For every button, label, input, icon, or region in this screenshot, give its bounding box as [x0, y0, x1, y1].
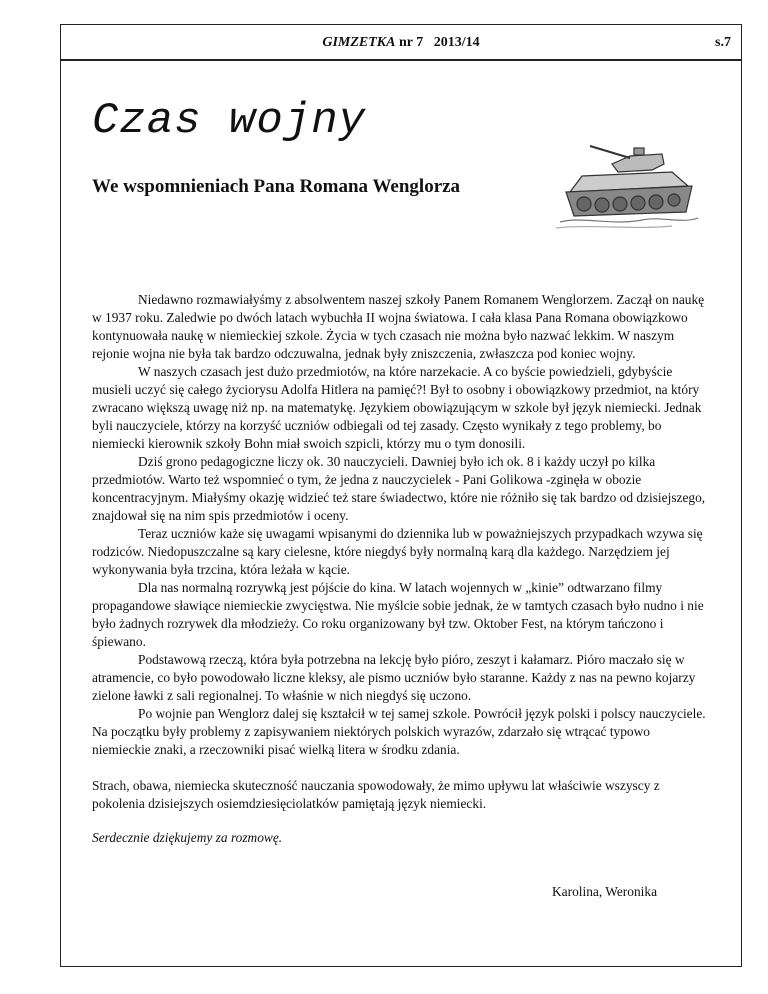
closing-paragraph: Strach, obawa, niemiecka skuteczność nauczania spowodowały, że mimo upływu lat właściwie wszyscy z pokolenia dzisiejszych osiemdziesięciolatków pamiętają język niemiecki.	[92, 778, 660, 811]
page-header	[60, 24, 742, 61]
magazine-name: GIMZETKA	[322, 35, 396, 50]
paragraph: Dla nas normalną rozrywką jest pójście do kina. W latach wojennych w „kinie” odtwarzano filmy propagandowe sławiące niemieckie zwycięstwa. Nie myślcie sobie jednak, że w tamtych czasach było nudno i nie było żadnych rozrywek dla młodzieży. Co roku organizowany był tzw. Oktober Fest, na którym tańczono i śpiewano.	[92, 580, 704, 649]
article-subtitle: We wspomnieniach Pana Romana Wenglorza	[92, 176, 461, 197]
author-signature: Karolina, Weronika	[552, 884, 658, 899]
paragraph: Niedawno rozmawiałyśmy z absolwentem naszej szkoły Panem Romanem Wenglorzem. Zaczął on naukę w 1937 roku. Zaledwie po dwóch latach wybuchła II wojna światowa. I cała klasa Pana Romana obowiązkowo kontynuowała naukę w niemieckiej szkole. Życia w tych czasach nie można było nazwać lekkim. W naszym rejonie wojna nie była tak bardzo odczuwalna, jednak były zniszczenia, zwłaszcza pod koniec wojny.	[92, 292, 705, 361]
article-title: Czas wojny	[92, 96, 367, 146]
article-body	[92, 291, 712, 847]
paragraph: Teraz uczniów każe się uwagami wpisanymi do dziennika lub w poważniejszych przypadkach wzywa się rodziców. Niedopuszczalne są kary cielesne, które niegdyś były normalną karą dla każdego. Narzędziem jej wykonywania była trzcina, która leżała w kącie.	[92, 526, 703, 577]
header-title	[61, 35, 741, 51]
paragraph: Podstawową rzeczą, która była potrzebna na lekcję było pióro, zeszyt i kałamarz. Pióro maczało się w atramencie, co było powodowało liczne kleksy, ale pismo uczniów było staranne. Każdy z nas na pewno kojarzy zielone ławki z sali regionalnej. To właśnie w nich niegdyś się uczono.	[92, 652, 696, 703]
tank-illustration-icon	[552, 142, 702, 232]
paragraph: Po wojnie pan Wenglorz dalej się kształcił w tej samej szkole. Powrócił język polski i polscy nauczyciele. Na początku były problemy z zapisywaniem niektórych polskich wyrazów, zdarzało się wtrącać typowo niemieckie znaki, a rzeczowniki pisać wielką litera w środku zdania.	[92, 706, 706, 757]
thanks-line: Serdecznie dziękujemy za rozmowę.	[92, 830, 283, 845]
page-number: s.7	[715, 35, 731, 50]
paragraph: W naszych czasach jest dużo przedmiotów, na które narzekacie. A co byście powiedzieli, gdybyście musieli uczyć się całego życiorysu Adolfa Hitlera na pamięć?! Był to osobny i obowiązkowy przedmiot, na który zwracano większą uwagę niż np. na matematykę. Językiem obowiązującym w szkole był język niemiecki. Jednak byli nauczyciele, którzy na korzyść uczniów odbiegali od tej zasady. Często wynikały z tego problemy, bo niemiecki kierownik szkoły Bohn miał swoich szpicli, którzy mu o tym donosili.	[92, 364, 702, 451]
paragraph: Dziś grono pedagogiczne liczy ok. 30 nauczycieli. Dawniej było ich ok. 8 i każdy uczył po kilka przedmiotów. Warto też wspomnieć o tym, że jedna z nauczycielek - Pani Golikowa -zginęła w obozie koncentracyjnym. Miałyśmy okazję widzieć też stare świadectwo, które nie różniło się tak bardzo od dzisiejszego, znajdował się na nim spis przedmiotów i oceny.	[92, 454, 706, 523]
issue-number: nr 7	[398, 35, 424, 50]
school-year: 2013/14	[433, 35, 480, 50]
